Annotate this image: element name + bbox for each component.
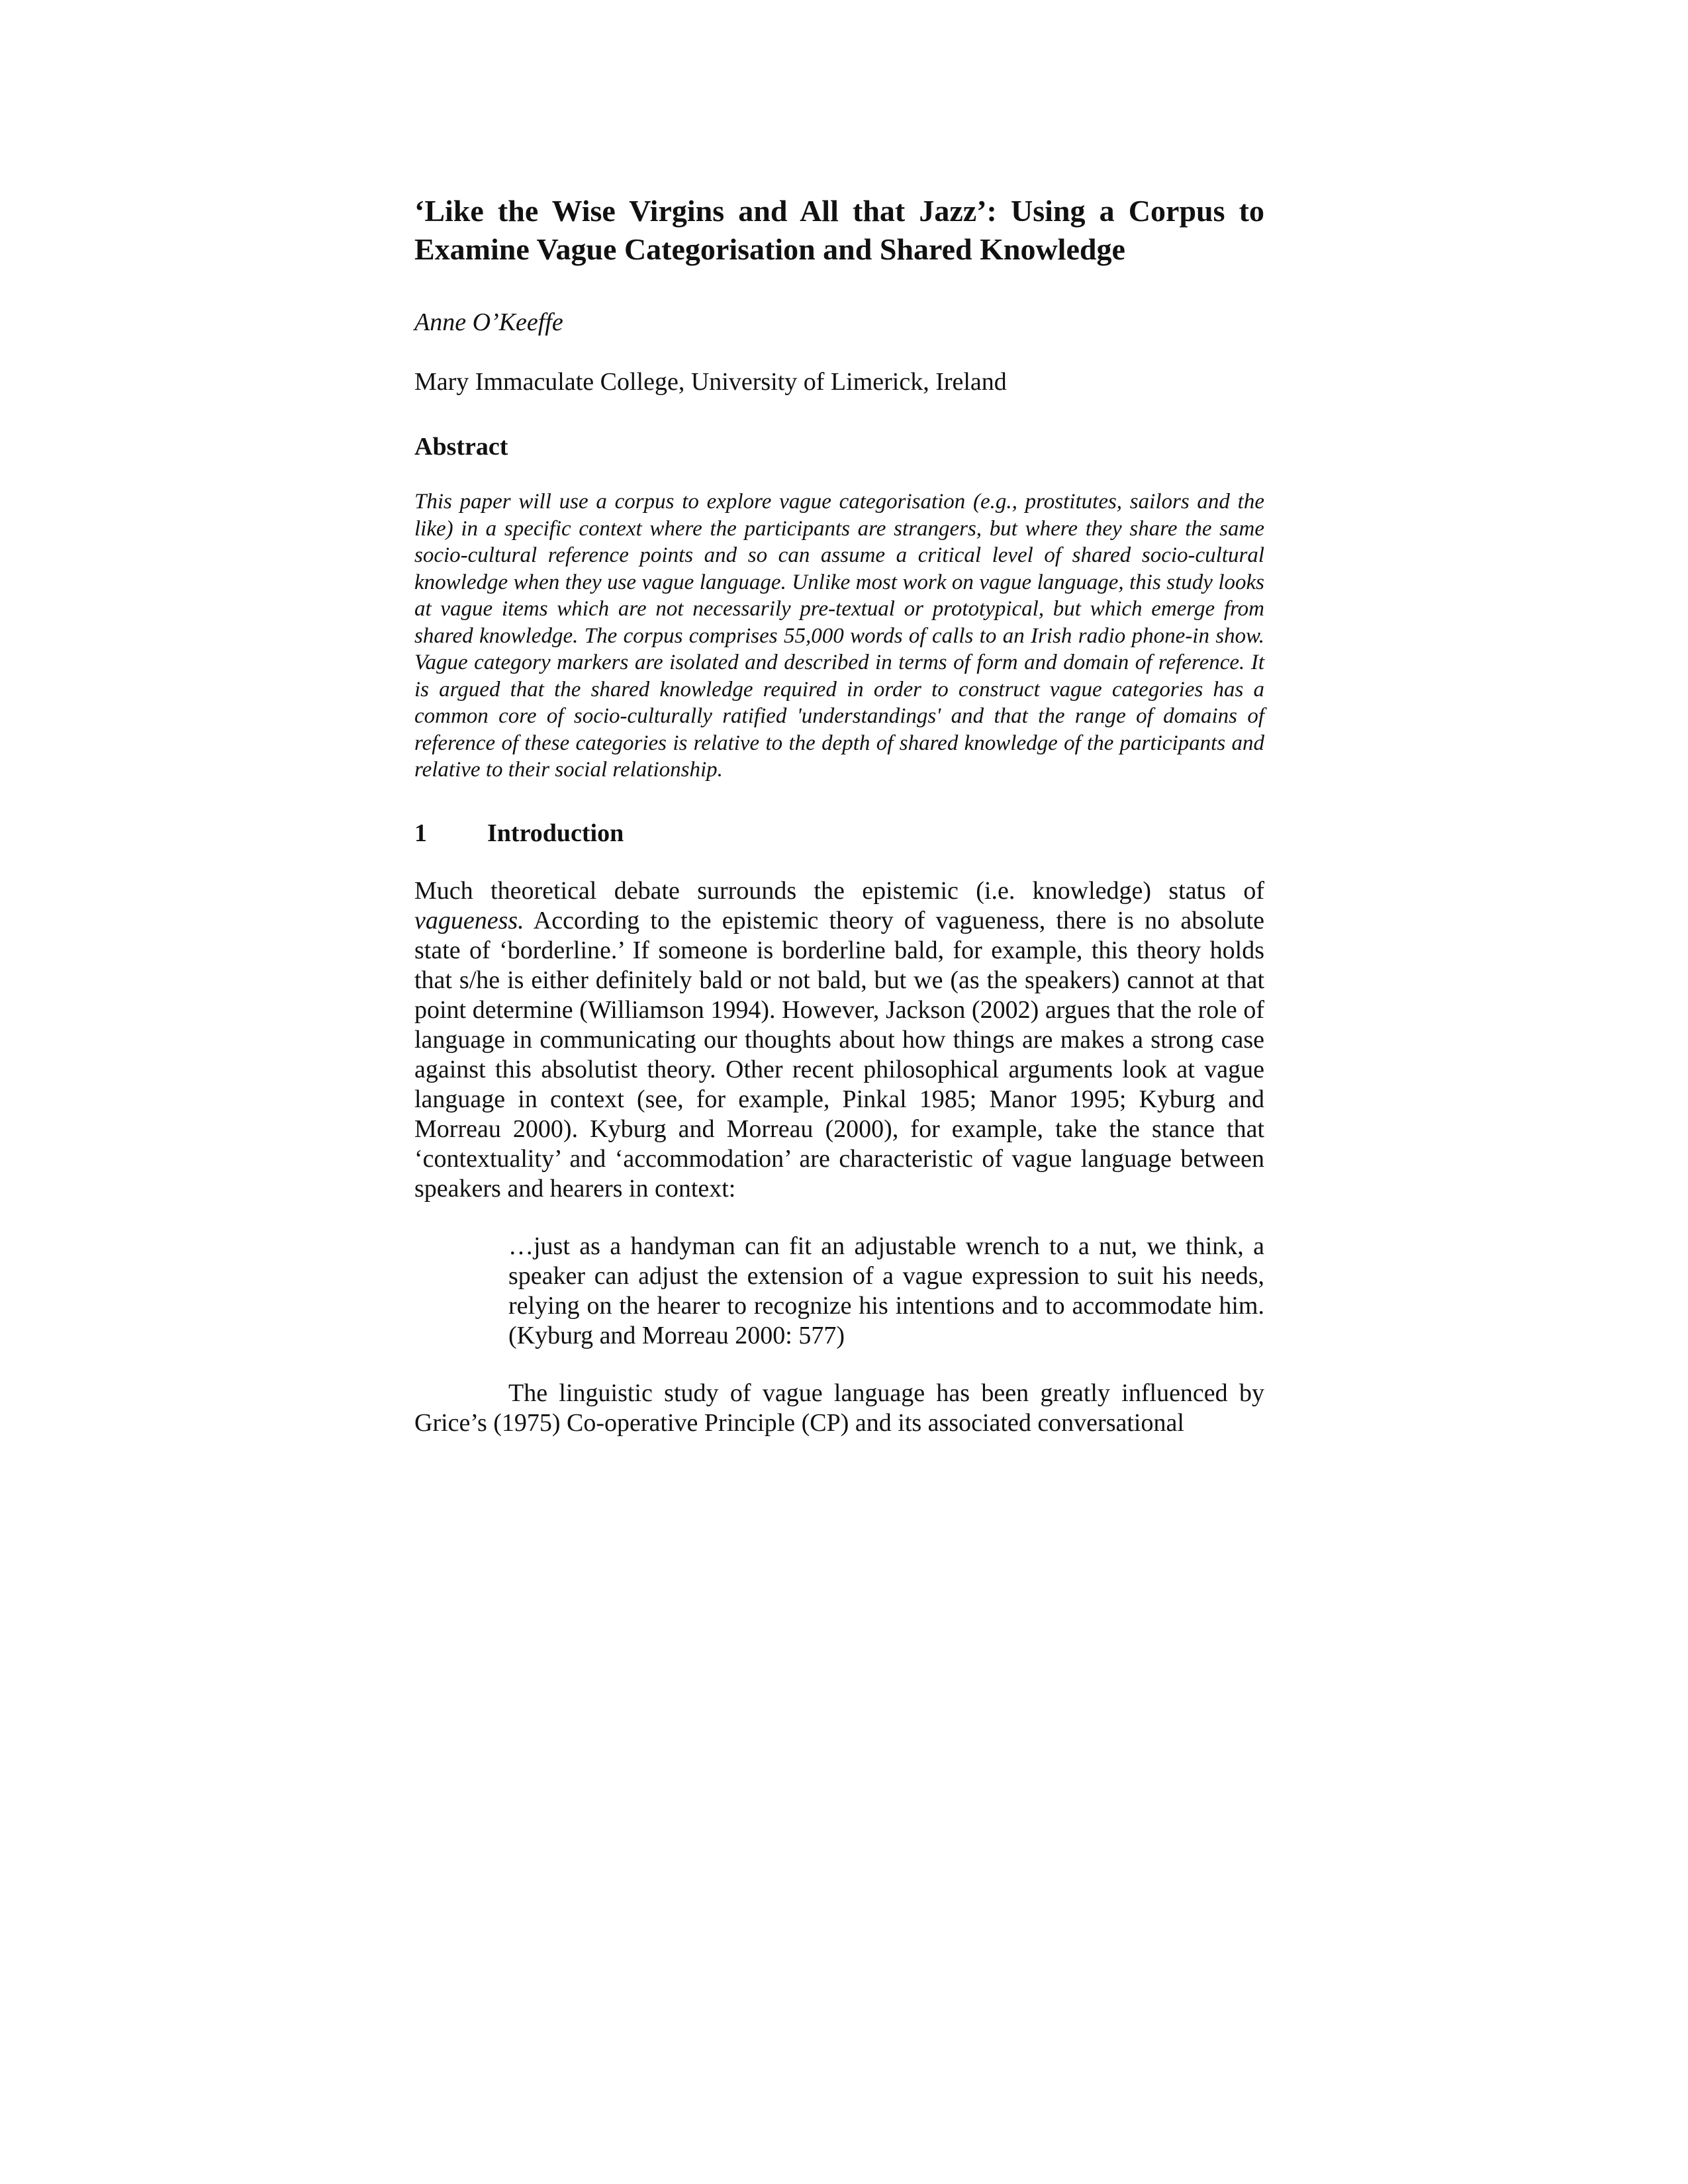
block-quote: …just as a handyman can fit an adjustable wrench to a nut, we think, a speaker can adjust the extension of a vague expression to suit his needs, relying on the hearer to recognize his intentions and to accommodate him. (Kyburg and Morreau 2000: 577) bbox=[508, 1232, 1264, 1349]
paper-title: ‘Like the Wise Virgins and All that Jazz’: Using a Corpus to Examine Vague Categorisation and Shared Knowledge bbox=[414, 194, 1264, 266]
section-title: Introduction bbox=[487, 819, 624, 847]
paragraph-1-start: Much theoretical debate surrounds the epistemic (i.e. knowledge) status of bbox=[414, 876, 1264, 905]
section-number: 1 bbox=[414, 819, 427, 847]
abstract-text: This paper will use a corpus to explore vague categorisation (e.g., prostitutes, sailors and the like) in a specific context where the participants are strangers, but where they share the same socio-cultural reference points and so can assume a critical level of shared socio-cultural knowledge when they use vague language. Unlike most work on vague language, this study looks at vague items which are not necessarily pre-textual or prototypical, but which emerge from shared knowledge. The corpus comprises 55,000 words of calls to an Irish radio phone-in show. Vague category markers are isolated and described in terms of form and domain of reference. It is argued that the shared knowledge required in order to construct vague categories has a common core of socio-culturally ratified 'understandings' and that the range of domains of reference of these categories is relative to the depth of shared knowledge of the participants and relative to their social relationship. bbox=[414, 490, 1264, 782]
section-heading bbox=[414, 818, 1264, 848]
body-paragraph-1 bbox=[414, 876, 1264, 1204]
paragraph-1-rest: According to the epistemic theory of vagueness, there is no absolute state of ‘borderline.’ If someone is borderline bald, for example, this theory holds that s/he is either definitely bald or not bald, but we (as the speakers) cannot at that point determine (Williamson 1994). However, Jackson (2002) argues that the role of language in communicating our thoughts about how things are makes a strong case against this absolutist theory. Other recent philosophical arguments look at vague language in context (see, for example, Pinkal 1985; Manor 1995; Kyburg and Morreau 2000). Kyburg and Morreau (2000), for example, take the stance that ‘contextuality’ and ‘accommodation’ are characteristic of vague language between speakers and hearers in context: bbox=[414, 906, 1264, 1203]
paper-page bbox=[414, 192, 1264, 1438]
author-affiliation: Mary Immaculate College, University of Limerick, Ireland bbox=[414, 368, 1007, 396]
body-paragraph-2: The linguistic study of vague language has been greatly influenced by Grice’s (1975) Co-operative Principle (CP) and its associated conversational bbox=[414, 1379, 1264, 1437]
abstract-heading: Abstract bbox=[414, 433, 508, 461]
paragraph-1-emphasis: vagueness. bbox=[414, 906, 524, 934]
author-name: Anne O’Keeffe bbox=[414, 308, 563, 336]
